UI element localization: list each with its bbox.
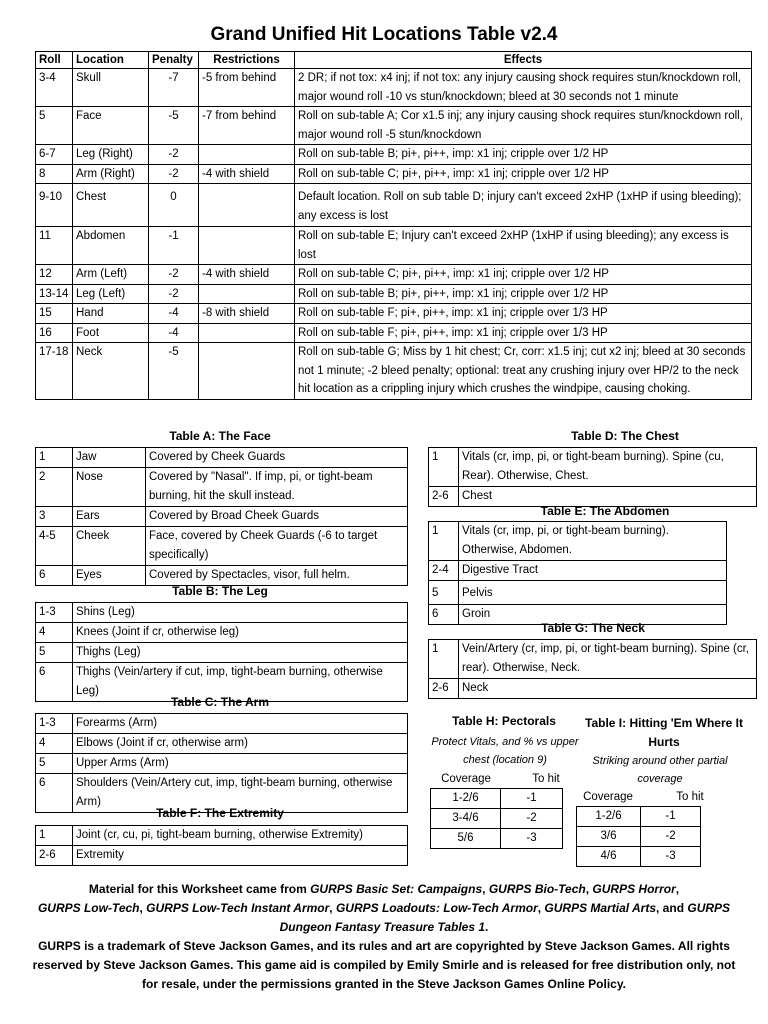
- footer-book-title: GURPS Loadouts: Low-Tech Armor: [335, 901, 538, 915]
- desc-cell: Face, covered by Cheek Guards (-6 to target specifically): [146, 527, 408, 566]
- table-row: [36, 846, 408, 866]
- table-e-abdomen: [428, 521, 727, 625]
- table-row: [36, 145, 752, 165]
- effects-cell: Roll on sub-table C; pi+, pi++, imp: x1 inj; cripple over 1/2 HP: [295, 164, 752, 184]
- roll-cell: 6-7: [36, 145, 73, 165]
- table-a-face: [35, 447, 408, 586]
- desc-cell: Knees (Joint if cr, otherwise leg): [73, 623, 408, 643]
- effects-cell: Roll on sub-table B; pi+, pi++, imp: x1 inj; cripple over 1/2 HP: [295, 145, 752, 165]
- table-f-title: Table F: The Extremity: [156, 806, 284, 820]
- penalty-cell: -7: [149, 69, 199, 107]
- table-row: [429, 448, 757, 487]
- table-row: [36, 184, 752, 227]
- table-row: [36, 284, 752, 304]
- restrictions-cell: -4 with shield: [199, 164, 295, 184]
- footer-book-title: GURPS: [687, 901, 731, 915]
- page-title: Grand Unified Hit Locations Table v2.4: [210, 24, 558, 45]
- roll-cell: 9-10: [36, 184, 73, 227]
- location-cell: Leg (Right): [73, 145, 149, 165]
- location-cell: Face: [73, 107, 149, 145]
- desc-cell: Upper Arms (Arm): [73, 754, 408, 774]
- effects-cell: Roll on sub-table G; Miss by 1 hit chest; Cr, corr: x1.5 inj; cut x2 inj; bleed at 30 seconds not 1 minute; -2 bleed penalty; optional: treat any crushing injury over HP/2 to the neck hit location as a crippling injury which crushes the windpipe, causing choking.: [295, 343, 752, 400]
- desc-cell: Joint (cr, cu, pi, tight-beam burning, otherwise Extremity): [73, 826, 408, 846]
- desc-cell: Elbows (Joint if cr, otherwise arm): [73, 734, 408, 754]
- desc-cell: Covered by Broad Cheek Guards: [146, 507, 408, 527]
- table-row: [36, 643, 408, 663]
- coverage-cell: 3/6: [577, 827, 641, 847]
- table-b-title: Table B: The Leg: [172, 584, 268, 598]
- restrictions-cell: [199, 184, 295, 227]
- table-row: [36, 623, 408, 643]
- tohit-cell: -2: [641, 827, 701, 847]
- table-row: [36, 714, 408, 734]
- footer-text: ,: [675, 882, 680, 896]
- footer-text: .: [485, 920, 489, 934]
- table-row: [36, 164, 752, 184]
- roll-cell: 3-4: [36, 69, 73, 107]
- footer-book-title: GURPS Horror: [592, 882, 676, 896]
- table-row: [36, 69, 752, 107]
- desc-cell: Shins (Leg): [73, 603, 408, 623]
- table-row: [36, 107, 752, 145]
- table-row: [36, 734, 408, 754]
- tohit-cell: -1: [501, 789, 563, 809]
- effects-cell: Roll on sub-table A; Cor x1.5 inj; any injury causing shock requires stun/knockdown roll, major wound roll -5 stun/knockdown: [295, 107, 752, 145]
- desc-cell: Neck: [459, 679, 757, 699]
- roll-cell: 6: [36, 566, 73, 586]
- footer-text: ,: [139, 901, 147, 915]
- footer-text: , and: [656, 901, 688, 915]
- location-cell: Arm (Left): [73, 265, 149, 285]
- desc-cell: Covered by "Nasal". If imp, pi, or tight-beam burning, hit the skull instead.: [146, 468, 408, 507]
- table-row: [36, 527, 408, 566]
- desc-cell: Chest: [459, 487, 757, 507]
- penalty-cell: -5: [149, 107, 199, 145]
- roll-cell: 16: [36, 323, 73, 343]
- table-row: [36, 323, 752, 343]
- desc-cell: Forearms (Arm): [73, 714, 408, 734]
- header-effects: Effects: [295, 52, 752, 69]
- effects-cell: 2 DR; if not tox: x4 inj; if not tox: any injury causing shock requires stun/knockdown roll, major wound roll -10 vs stun/knockdown; bleed at 30 seconds not 1 minute: [295, 69, 752, 107]
- desc-cell: Shoulders (Vein/Artery cut, imp, tight-beam burning, otherwise Arm): [73, 774, 408, 813]
- main-hit-location-table: [35, 51, 752, 400]
- header-location: Location: [73, 52, 149, 69]
- location-cell: Hand: [73, 304, 149, 324]
- table-a-title: Table A: The Face: [169, 429, 271, 443]
- tohit-header: To hit: [676, 791, 704, 803]
- roll-cell: 5: [36, 643, 73, 663]
- effects-cell: Roll on sub-table E; Injury can't exceed 2xHP (1xHP if using bleeding); any excess is lost: [295, 227, 752, 265]
- roll-cell: 15: [36, 304, 73, 324]
- penalty-cell: -5: [149, 343, 199, 400]
- roll-cell: 1: [429, 522, 459, 561]
- effects-cell: Roll on sub-table F; pi+, pi++, imp: x1 inj; cripple over 1/3 HP: [295, 304, 752, 324]
- effects-cell: Default location. Roll on sub table D; injury can't exceed 2xHP (1xHP if using bleeding); any excess is lost: [295, 184, 752, 227]
- penalty-cell: -2: [149, 265, 199, 285]
- table-row: [36, 468, 408, 507]
- footer-text: Material for this Worksheet came from: [88, 882, 311, 896]
- coverage-cell: 4/6: [577, 847, 641, 867]
- restrictions-cell: [199, 343, 295, 400]
- table-h-pectorals: [430, 788, 563, 849]
- desc-cell: Thighs (Leg): [73, 643, 408, 663]
- penalty-cell: -4: [149, 304, 199, 324]
- roll-cell: 12: [36, 265, 73, 285]
- desc-cell: Extremity: [73, 846, 408, 866]
- coverage-header: Coverage: [583, 791, 633, 803]
- roll-cell: 6: [36, 774, 73, 813]
- coverage-cell: 1-2/6: [431, 789, 501, 809]
- location-cell: Neck: [73, 343, 149, 400]
- header-roll: Roll: [36, 52, 73, 69]
- desc-cell: Vitals (cr, imp, pi, or tight-beam burning). Spine (cu, Rear). Otherwise, Chest.: [459, 448, 757, 487]
- penalty-cell: -1: [149, 227, 199, 265]
- part-cell: Ears: [73, 507, 146, 527]
- table-row: [36, 603, 408, 623]
- roll-cell: 3: [36, 507, 73, 527]
- tohit-header: To hit: [532, 773, 560, 785]
- tohit-cell: -3: [641, 847, 701, 867]
- footer-line-1: [30, 880, 738, 899]
- table-h-title: Table H: Pectorals: [452, 714, 556, 728]
- table-i-title: Table I: Hitting 'Em Where It Hurts: [585, 716, 743, 749]
- roll-cell: 13-14: [36, 284, 73, 304]
- location-cell: Arm (Right): [73, 164, 149, 184]
- roll-cell: 6: [429, 605, 459, 625]
- location-cell: Abdomen: [73, 227, 149, 265]
- effects-cell: Roll on sub-table B; pi+, pi++, imp: x1 inj; cripple over 1/2 HP: [295, 284, 752, 304]
- footer-book-title: GURPS Martial Arts: [544, 901, 657, 915]
- footer-book-title: GURPS Low-Tech: [37, 901, 140, 915]
- penalty-cell: 0: [149, 184, 199, 227]
- table-row: [431, 829, 563, 849]
- roll-cell: 1-3: [36, 714, 73, 734]
- restrictions-cell: [199, 145, 295, 165]
- penalty-cell: -2: [149, 164, 199, 184]
- table-i-header: [568, 788, 732, 807]
- restrictions-cell: -8 with shield: [199, 304, 295, 324]
- effects-cell: Roll on sub-table F; pi+, pi++, imp: x1 inj; cripple over 1/3 HP: [295, 323, 752, 343]
- table-c-title: Table C: The Arm: [170, 695, 269, 709]
- table-h-header: [426, 770, 586, 789]
- table-i-note: Striking around other partial coverage: [592, 755, 728, 785]
- footer-copyright: GURPS is a trademark of Steve Jackson Games, and its rules and art are copyrighted by Steve Jackson Games. All rights reserved by Steve Jackson Games. This game aid is compiled by Emily Smirle and is released for free distribution only, not for resale, under the permissions granted in the Steve Jackson Games Online Policy.: [32, 939, 736, 991]
- table-d-chest: [428, 447, 757, 507]
- table-row: [577, 827, 701, 847]
- tohit-cell: -2: [501, 809, 563, 829]
- footer-text: ,: [537, 901, 545, 915]
- desc-cell: Covered by Spectacles, visor, full helm.: [146, 566, 408, 586]
- table-g-neck: [428, 639, 757, 699]
- effects-cell: Roll on sub-table C; pi+, pi++, imp: x1 inj; cripple over 1/2 HP: [295, 265, 752, 285]
- location-cell: Chest: [73, 184, 149, 227]
- footer-book-title: GURPS Low-Tech Instant Armor: [146, 901, 330, 915]
- roll-cell: 11: [36, 227, 73, 265]
- part-cell: Jaw: [73, 448, 146, 468]
- roll-cell: 5: [36, 107, 73, 145]
- coverage-cell: 5/6: [431, 829, 501, 849]
- table-row: [429, 522, 727, 561]
- restrictions-cell: -4 with shield: [199, 265, 295, 285]
- part-cell: Eyes: [73, 566, 146, 586]
- roll-cell: 5: [36, 754, 73, 774]
- roll-cell: 1-3: [36, 603, 73, 623]
- table-row: [36, 265, 752, 285]
- roll-cell: 4: [36, 734, 73, 754]
- table-row: [36, 227, 752, 265]
- part-cell: Nose: [73, 468, 146, 507]
- table-row: [577, 847, 701, 867]
- main-header-row: [36, 52, 752, 69]
- footer-book-title: GURPS Bio-Tech: [488, 882, 586, 896]
- table-row: [429, 679, 757, 699]
- table-row: [577, 807, 701, 827]
- table-row: [36, 566, 408, 586]
- roll-cell: 2: [36, 468, 73, 507]
- table-row: [36, 826, 408, 846]
- table-row: [429, 561, 727, 581]
- roll-cell: 17-18: [36, 343, 73, 400]
- roll-cell: 2-4: [429, 561, 459, 581]
- desc-cell: Digestive Tract: [459, 561, 727, 581]
- part-cell: Cheek: [73, 527, 146, 566]
- footer-text: ,: [585, 882, 593, 896]
- footer-book-title: GURPS Basic Set: Campaigns: [310, 882, 483, 896]
- table-row: [36, 507, 408, 527]
- roll-cell: 1: [36, 826, 73, 846]
- roll-cell: 2-6: [429, 679, 459, 699]
- table-h-note: Protect Vitals, and % vs upper chest (location 9): [431, 736, 579, 766]
- table-f-extremity: [35, 825, 408, 866]
- table-g-title: Table G: The Neck: [541, 621, 645, 635]
- roll-cell: 4-5: [36, 527, 73, 566]
- header-restrictions: Restrictions: [199, 52, 295, 69]
- roll-cell: 1: [429, 640, 459, 679]
- roll-cell: 6: [36, 663, 73, 702]
- table-row: [36, 304, 752, 324]
- desc-cell: Vein/Artery (cr, imp, pi, or tight-beam burning). Spine (cr, rear). Otherwise, Neck.: [459, 640, 757, 679]
- penalty-cell: -2: [149, 284, 199, 304]
- table-e-title: Table E: The Abdomen: [540, 504, 670, 518]
- restrictions-cell: -5 from behind: [199, 69, 295, 107]
- tohit-cell: -3: [501, 829, 563, 849]
- restrictions-cell: [199, 323, 295, 343]
- roll-cell: 8: [36, 164, 73, 184]
- table-row: [431, 809, 563, 829]
- footer-text: ,: [329, 901, 336, 915]
- roll-cell: 4: [36, 623, 73, 643]
- footer-credits: [30, 880, 738, 994]
- desc-cell: Pelvis: [459, 581, 727, 605]
- table-i-hitting: [576, 806, 701, 867]
- table-row: [429, 581, 727, 605]
- header-penalty: Penalty: [149, 52, 199, 69]
- desc-cell: Covered by Cheek Guards: [146, 448, 408, 468]
- restrictions-cell: -7 from behind: [199, 107, 295, 145]
- desc-cell: Vitals (cr, imp, pi, or tight-beam burning). Otherwise, Abdomen.: [459, 522, 727, 561]
- coverage-header: Coverage: [441, 773, 491, 785]
- table-row: [36, 754, 408, 774]
- roll-cell: 2-6: [36, 846, 73, 866]
- coverage-cell: 3-4/6: [431, 809, 501, 829]
- table-row: [429, 640, 757, 679]
- roll-cell: 5: [429, 581, 459, 605]
- roll-cell: 2-6: [429, 487, 459, 507]
- table-row: [36, 448, 408, 468]
- table-c-arm: [35, 713, 408, 813]
- location-cell: Foot: [73, 323, 149, 343]
- table-b-leg: [35, 602, 408, 702]
- location-cell: Leg (Left): [73, 284, 149, 304]
- footer-line-2: [30, 899, 738, 918]
- footer-line-3: [30, 918, 738, 937]
- restrictions-cell: [199, 284, 295, 304]
- table-row: [36, 343, 752, 400]
- footer-book-title: Dungeon Fantasy Treasure Tables 1: [279, 920, 486, 934]
- roll-cell: 1: [429, 448, 459, 487]
- desc-cell: Groin: [459, 605, 727, 625]
- coverage-cell: 1-2/6: [577, 807, 641, 827]
- location-cell: Skull: [73, 69, 149, 107]
- tohit-cell: -1: [641, 807, 701, 827]
- roll-cell: 1: [36, 448, 73, 468]
- penalty-cell: -2: [149, 145, 199, 165]
- footer-text: ,: [482, 882, 489, 896]
- table-row: [431, 789, 563, 809]
- desc-cell: Thighs (Vein/artery if cut, imp, tight-beam burning, otherwise Leg): [73, 663, 408, 702]
- restrictions-cell: [199, 227, 295, 265]
- table-d-title: Table D: The Chest: [571, 429, 679, 443]
- penalty-cell: -4: [149, 323, 199, 343]
